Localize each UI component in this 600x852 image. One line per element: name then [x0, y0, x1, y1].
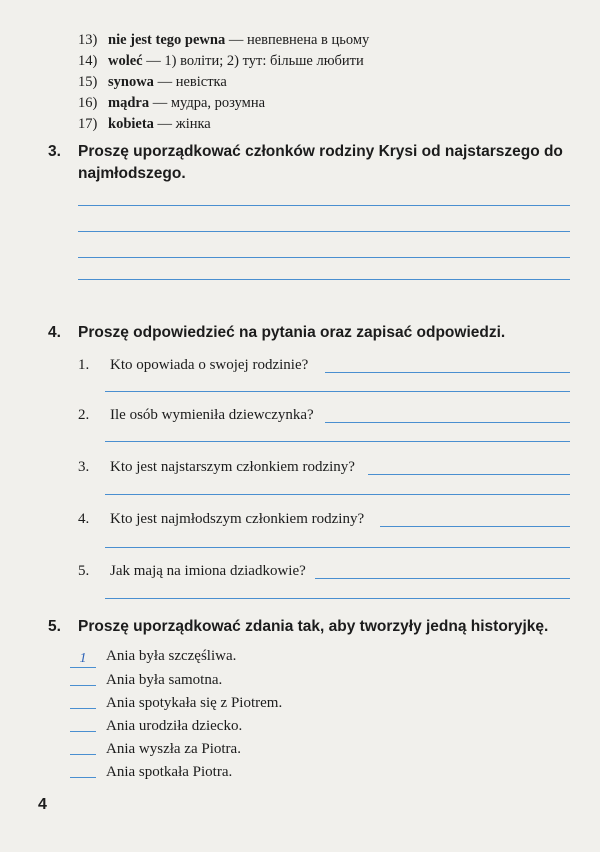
question-1: 1. Kto opowiada o swojej rodzinie?: [78, 357, 309, 373]
sentence-item: Ania była samotna.: [70, 670, 222, 690]
vocab-item: 17) kobieta — жінка: [78, 116, 211, 132]
order-answer-slot[interactable]: [70, 694, 96, 709]
answer-line[interactable]: [105, 441, 570, 442]
order-answer-slot[interactable]: [70, 717, 96, 732]
answer-line[interactable]: [105, 598, 570, 599]
answer-line[interactable]: [105, 391, 570, 392]
answer-line[interactable]: [325, 422, 570, 423]
exercise-3-heading: 3. Proszę uporządkować członków rodziny Krysi od najstarszego do najmłodszego.: [48, 143, 563, 182]
page-number: 4: [38, 796, 47, 813]
answer-line[interactable]: [315, 578, 570, 579]
question-2: 2. Ile osób wymieniła dziewczynka?: [78, 407, 314, 423]
answer-line[interactable]: [368, 474, 570, 475]
sentence-item: Ania wyszła za Piotra.: [70, 739, 241, 759]
vocab-item: 14) woleć — 1) воліти; 2) тут: більше любити: [78, 53, 364, 69]
question-3: 3. Kto jest najstarszym członkiem rodziny?: [78, 459, 355, 475]
answer-line[interactable]: [78, 257, 570, 258]
vocabulary-list: [78, 30, 369, 135]
exercise-4-heading: 4. Proszę odpowiedzieć na pytania oraz zapisać odpowiedzi.: [48, 324, 506, 341]
question-5: 5. Jak mają na imiona dziadkowie?: [78, 563, 306, 579]
answer-line[interactable]: [325, 372, 570, 373]
sentence-item: 1 Ania była szczęśliwa.: [70, 646, 236, 668]
answer-line[interactable]: [380, 526, 570, 527]
order-answer-slot[interactable]: [70, 740, 96, 755]
question-4: 4. Kto jest najmłodszym członkiem rodziny?: [78, 511, 365, 527]
sentence-item: Ania spotkała Piotra.: [70, 762, 232, 782]
vocab-item: 15) synowa — невістка: [78, 74, 227, 90]
answer-line[interactable]: [78, 231, 570, 232]
order-answer-slot[interactable]: 1: [70, 653, 96, 668]
exercise-5-heading: 5. Proszę uporządkować zdania tak, aby tworzyły jedną historyjkę.: [48, 618, 549, 635]
sentence-item: Ania spotykała się z Piotrem.: [70, 693, 282, 713]
sentence-item: Ania urodziła dziecko.: [70, 716, 242, 736]
answer-line[interactable]: [78, 205, 570, 206]
answer-line[interactable]: [105, 547, 570, 548]
vocab-item: 13) nie jest tego pewna — невпевнена в цьому: [78, 32, 370, 48]
vocab-item: 16) mądra — мудра, розумна: [78, 95, 266, 111]
answer-line[interactable]: [105, 494, 570, 495]
answer-line[interactable]: [78, 279, 570, 280]
order-answer-slot[interactable]: [70, 763, 96, 778]
order-answer-slot[interactable]: [70, 671, 96, 686]
